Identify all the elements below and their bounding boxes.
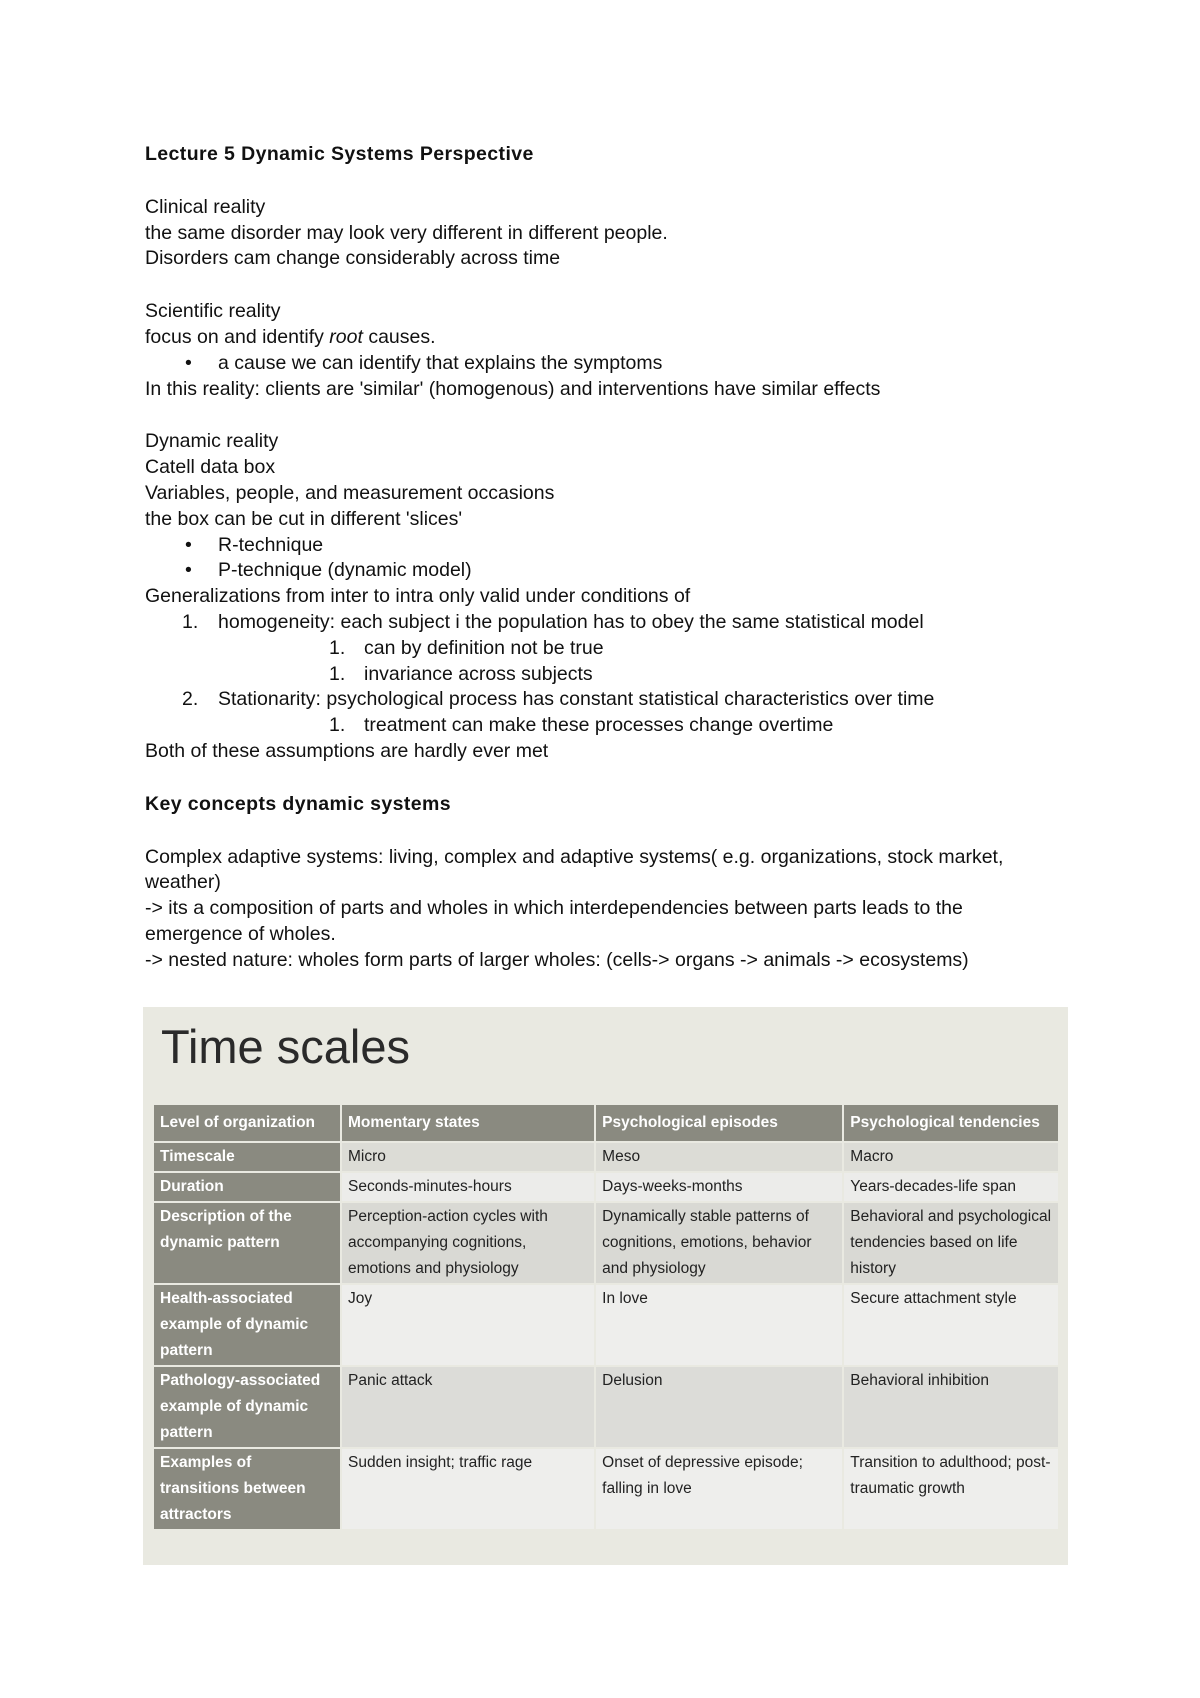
list-number: 2. xyxy=(182,688,199,711)
conditions-list xyxy=(145,610,1065,739)
key-paragraph: Complex adaptive systems: living, complex and adaptive systems( e.g. organizations, stock market, weather) xyxy=(145,845,1004,894)
sub-list xyxy=(218,636,1065,688)
table-cell: Onset of depressive episode; falling in love xyxy=(596,1449,842,1529)
bullet-marker: • xyxy=(185,533,192,556)
sub-item xyxy=(218,662,1065,688)
table-cell: Transition to adulthood; post-traumatic growth xyxy=(844,1449,1058,1529)
list-number: 1. xyxy=(182,610,199,633)
focus-text: focus on and identify xyxy=(145,325,330,348)
bullet-text: a cause we can identify that explains the symptoms xyxy=(218,351,663,374)
time-scales-table xyxy=(152,1103,1060,1531)
row-label: Description of the dynamic pattern xyxy=(154,1203,340,1283)
table-cell: Dynamically stable patterns of cognitions, emotions, behavior and physiology xyxy=(596,1203,842,1283)
page-title: Lecture 5 Dynamic Systems Perspective xyxy=(145,143,534,165)
table-row xyxy=(154,1143,1058,1171)
scientific-focus xyxy=(145,325,1065,351)
table-cell: Sudden insight; traffic rage xyxy=(342,1449,594,1529)
condition-text: homogeneity: each subject i the population has to obey the same statistical model xyxy=(218,610,924,633)
table-cell: Perception-action cycles with accompanying cognitions, emotions and physiology xyxy=(342,1203,594,1283)
dynamic-bullets xyxy=(145,533,1065,585)
bullet-item xyxy=(145,351,1065,377)
sub-list xyxy=(218,713,1065,739)
document-page xyxy=(145,142,1065,974)
conclusion-text: Both of these assumptions are hardly ever met xyxy=(145,739,549,762)
bullet-marker: • xyxy=(185,351,192,374)
row-label: Examples of transitions between attractors xyxy=(154,1449,340,1529)
table-row xyxy=(154,1285,1058,1365)
row-label: Health-associated example of dynamic pattern xyxy=(154,1285,340,1365)
table-row xyxy=(154,1203,1058,1283)
table-row xyxy=(154,1449,1058,1529)
table-header-row xyxy=(154,1105,1058,1141)
generalizations-text: Generalizations from inter to intra only valid under conditions of xyxy=(145,585,691,608)
table-cell: Behavioral and psychological tendencies based on life history xyxy=(844,1203,1058,1283)
bullet-text: R-technique xyxy=(218,533,324,556)
list-number: 1. xyxy=(329,636,346,659)
key-paragraph: -> nested nature: wholes form parts of larger wholes: (cells-> organs -> animals -> ecosystems) xyxy=(145,948,969,971)
condition-item xyxy=(145,687,1065,739)
dynamic-line: Variables, people, and measurement occasions xyxy=(145,481,555,504)
dynamic-line: Catell data box xyxy=(145,456,276,479)
table-cell: Seconds-minutes-hours xyxy=(342,1173,594,1201)
table-cell: Meso xyxy=(596,1143,842,1171)
header-cell: Psychological episodes xyxy=(596,1105,842,1141)
clinical-line: the same disorder may look very different in different people. xyxy=(145,221,668,244)
clinical-heading: Clinical reality xyxy=(145,195,266,218)
clinical-line: Disorders cam change considerably across time xyxy=(145,247,561,270)
sub-item xyxy=(218,636,1065,662)
table-cell: Panic attack xyxy=(342,1367,594,1447)
table-cell: Joy xyxy=(342,1285,594,1365)
list-number: 1. xyxy=(329,662,346,685)
bullet-item xyxy=(145,533,1065,559)
table-cell: Delusion xyxy=(596,1367,842,1447)
table-row xyxy=(154,1367,1058,1447)
sub-text: invariance across subjects xyxy=(364,662,593,685)
dynamic-heading: Dynamic reality xyxy=(145,430,279,453)
focus-text: causes. xyxy=(362,325,436,348)
list-number: 1. xyxy=(329,714,346,737)
table-cell: Days-weeks-months xyxy=(596,1173,842,1201)
bullet-marker: • xyxy=(185,559,192,582)
time-scales-slide xyxy=(143,1007,1068,1565)
condition-item xyxy=(145,610,1065,687)
header-cell: Level of organization xyxy=(154,1105,340,1141)
bullet-item xyxy=(145,558,1065,584)
table-row xyxy=(154,1173,1058,1201)
bullet-text: P-technique (dynamic model) xyxy=(218,559,472,582)
sub-text: can by definition not be true xyxy=(364,636,604,659)
table-cell: In love xyxy=(596,1285,842,1365)
table-cell: Years-decades-life span xyxy=(844,1173,1058,1201)
table-cell: Micro xyxy=(342,1143,594,1171)
slide-title: Time scales xyxy=(161,1020,410,1073)
dynamic-line: the box can be cut in different 'slices' xyxy=(145,507,463,530)
table-cell: Macro xyxy=(844,1143,1058,1171)
row-label: Timescale xyxy=(154,1143,340,1171)
focus-italic: root xyxy=(329,325,363,348)
header-cell: Psychological tendencies xyxy=(844,1105,1058,1141)
condition-text: Stationarity: psychological process has constant statistical characteristics over time xyxy=(218,688,935,711)
row-label: Duration xyxy=(154,1173,340,1201)
scientific-bullets xyxy=(145,351,1065,377)
table-cell: Secure attachment style xyxy=(844,1285,1058,1365)
table-cell: Behavioral inhibition xyxy=(844,1367,1058,1447)
scientific-heading: Scientific reality xyxy=(145,300,281,323)
row-label: Pathology-associated example of dynamic pattern xyxy=(154,1367,340,1447)
sub-item xyxy=(218,713,1065,739)
section-heading: Key concepts dynamic systems xyxy=(145,792,452,815)
scientific-summary: In this reality: clients are 'similar' (homogenous) and interventions have similar effects xyxy=(145,377,881,400)
header-cell: Momentary states xyxy=(342,1105,594,1141)
sub-text: treatment can make these processes change overtime xyxy=(364,714,834,737)
key-paragraph: -> its a composition of parts and wholes in which interdependencies between parts leads to the emergence of wholes. xyxy=(145,897,963,945)
